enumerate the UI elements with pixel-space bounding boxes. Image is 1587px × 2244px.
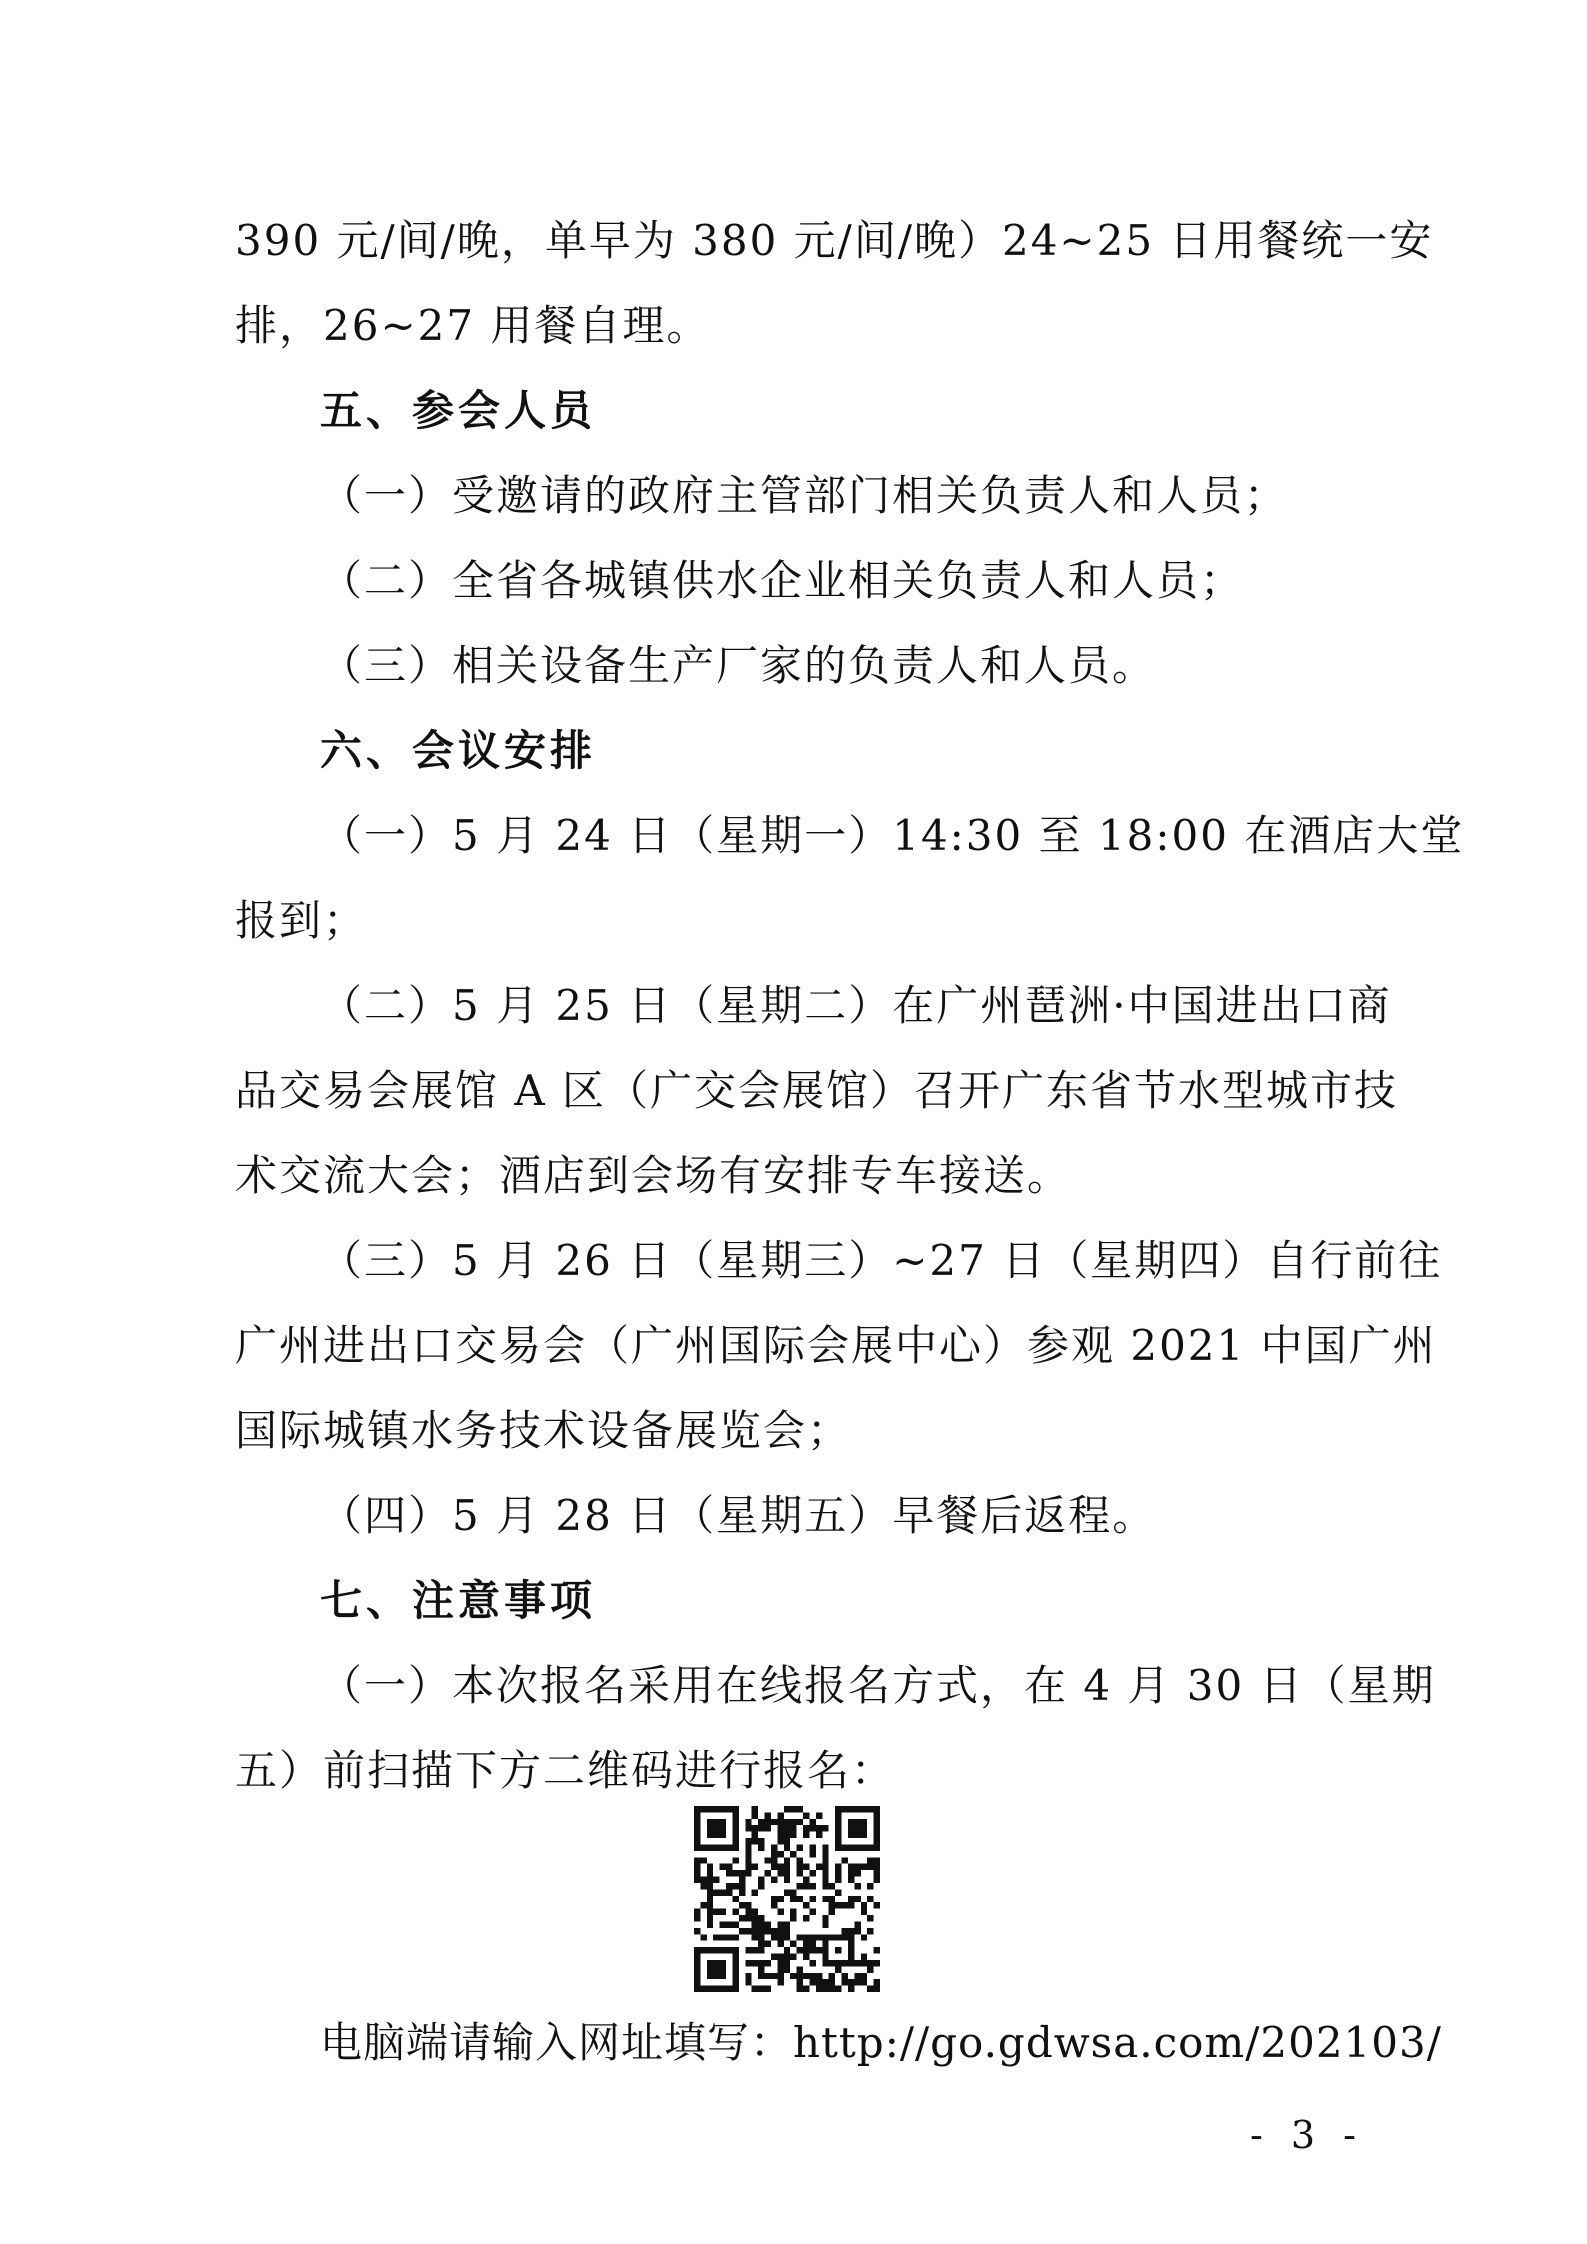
qr-code-graphic bbox=[694, 1806, 880, 1992]
page-number: - 3 - bbox=[1250, 2113, 1365, 2157]
attendee-item-1: （一）受邀请的政府主管部门相关负责人和人员； bbox=[320, 471, 1289, 520]
section-heading-attendees: 五、参会人员 bbox=[320, 386, 597, 435]
paragraph-accommodation-line-2: 排，26~27 用餐自理。 bbox=[235, 301, 711, 350]
registration-url-line[interactable]: 电脑端请输入网址填写：http://go.gdwsa.com/202103/ bbox=[320, 2018, 1442, 2067]
schedule-item-4: （四）5 月 28 日（星期五）早餐后返程。 bbox=[320, 1491, 1157, 1540]
paragraph-accommodation-line-1: 390 元/间/晚，单早为 380 元/间/晚）24~25 日用餐统一安 bbox=[235, 216, 1434, 265]
schedule-item-2-line-3: 术交流大会；酒店到会场有安排专车接送。 bbox=[235, 1151, 1072, 1200]
schedule-item-3-line-1: （三）5 月 26 日（星期三）~27 日（星期四）自行前往 bbox=[320, 1236, 1443, 1285]
schedule-item-1-line-2: 报到； bbox=[235, 896, 368, 945]
schedule-item-3-line-2: 广州进出口交易会（广州国际会展中心）参观 2021 中国广州 bbox=[235, 1321, 1437, 1370]
note-item-1-line-1: （一）本次报名采用在线报名方式，在 4 月 30 日（星期 bbox=[320, 1661, 1436, 1710]
section-heading-notes: 七、注意事项 bbox=[320, 1576, 597, 1625]
note-item-1-line-2: 五）前扫描下方二维码进行报名： bbox=[235, 1746, 896, 1795]
section-heading-schedule: 六、会议安排 bbox=[320, 726, 597, 775]
attendee-item-2: （二）全省各城镇供水企业相关负责人和人员； bbox=[320, 556, 1245, 605]
schedule-item-1-line-1: （一）5 月 24 日（星期一）14:30 至 18:00 在酒店大堂 bbox=[320, 811, 1465, 860]
schedule-item-2-line-1: （二）5 月 25 日（星期二）在广州琶洲·中国进出口商 bbox=[320, 981, 1392, 1030]
qr-code-icon[interactable] bbox=[694, 1806, 880, 1992]
attendee-item-3: （三）相关设备生产厂家的负责人和人员。 bbox=[320, 641, 1157, 690]
schedule-item-3-line-3: 国际城镇水务技术设备展览会； bbox=[235, 1406, 852, 1455]
schedule-item-2-line-2: 品交易会展馆 A 区（广交会展馆）召开广东省节水型城市技 bbox=[235, 1066, 1399, 1115]
